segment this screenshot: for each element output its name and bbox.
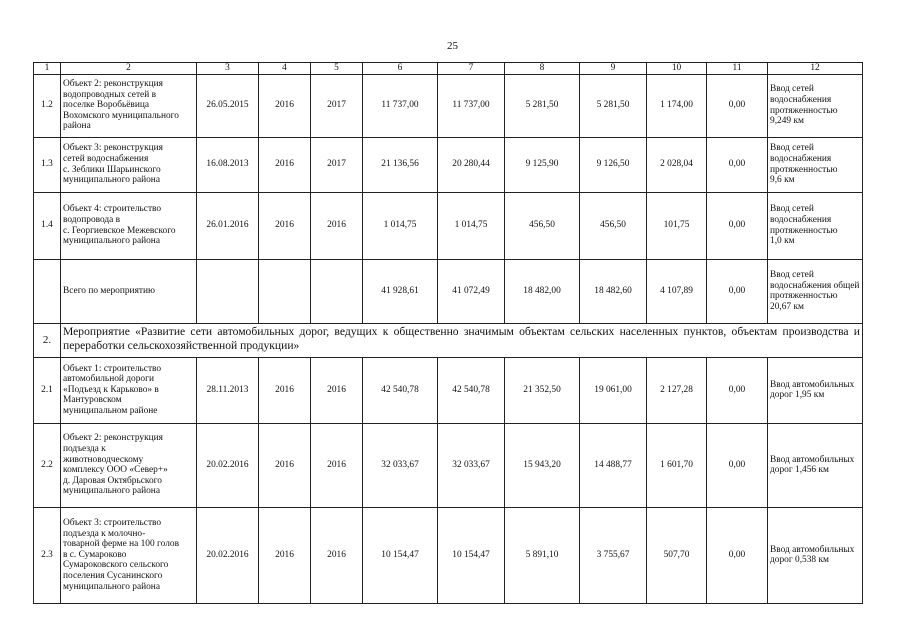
- row-number: 1.4: [34, 192, 61, 259]
- row-number: 1.2: [34, 74, 61, 137]
- value-cell: 1 014,75: [363, 192, 438, 259]
- column-number: 11: [707, 63, 768, 75]
- end-year: 2017: [311, 137, 363, 192]
- object-description: Объект 1: строительство автомобильной дороги «Подъезд к Карьково» в Мантуровском муниципальном районе: [61, 357, 197, 423]
- value-cell: 18 482,60: [580, 259, 647, 323]
- value-cell: 1 601,70: [647, 423, 707, 507]
- value-cell: 10 154,47: [363, 507, 438, 603]
- value-cell: 42 540,78: [438, 357, 505, 423]
- value-cell: 0,00: [707, 259, 768, 323]
- section-row: [34, 323, 863, 357]
- row-number: 2.2: [34, 423, 61, 507]
- date-cell: 20.02.2016: [197, 423, 259, 507]
- value-cell: 21 136,56: [363, 137, 438, 192]
- value-cell: 0,00: [707, 423, 768, 507]
- value-cell: 10 154,47: [438, 507, 505, 603]
- value-cell: 41 072,49: [438, 259, 505, 323]
- end-year: 2017: [311, 74, 363, 137]
- date-cell: 20.02.2016: [197, 507, 259, 603]
- start-year: 2016: [259, 137, 311, 192]
- table-row: [34, 357, 863, 423]
- empty-cell: [311, 259, 363, 323]
- value-cell: 456,50: [505, 192, 580, 259]
- value-cell: 18 482,00: [505, 259, 580, 323]
- value-cell: 1 014,75: [438, 192, 505, 259]
- row-number: 1.3: [34, 137, 61, 192]
- value-cell: 2 127,28: [647, 357, 707, 423]
- result-description: Ввод сетей водоснабжения протяженностью 1,0 км: [768, 192, 863, 259]
- value-cell: 0,00: [707, 357, 768, 423]
- start-year: 2016: [259, 357, 311, 423]
- start-year: 2016: [259, 74, 311, 137]
- column-number: 3: [197, 63, 259, 75]
- result-description: Ввод сетей водоснабжения общей протяженностью 20,67 км: [768, 259, 863, 323]
- value-cell: 2 028,04: [647, 137, 707, 192]
- value-cell: 5 891,10: [505, 507, 580, 603]
- table-row: [34, 192, 863, 259]
- value-cell: 19 061,00: [580, 357, 647, 423]
- date-cell: 16.08.2013: [197, 137, 259, 192]
- value-cell: 4 107,89: [647, 259, 707, 323]
- result-description: Ввод автомобильных дорог 0,538 км: [768, 507, 863, 603]
- column-number: 1: [34, 63, 61, 75]
- empty-cell: [197, 259, 259, 323]
- table-row: [34, 507, 863, 603]
- value-cell: 9 126,50: [580, 137, 647, 192]
- page-number: 25: [447, 40, 458, 52]
- object-description: Объект 3: реконструкция сетей водоснабжения с. Зеблики Шарьинского муниципального района: [61, 137, 197, 192]
- table-row: [34, 74, 863, 137]
- value-cell: 42 540,78: [363, 357, 438, 423]
- value-cell: 0,00: [707, 137, 768, 192]
- object-description: Объект 2: реконструкция подъезда к животноводческому комплексу ООО «Север+» д. Даровая Октябрьского муниципального района: [61, 423, 197, 507]
- value-cell: 0,00: [707, 507, 768, 603]
- value-cell: 1 174,00: [647, 74, 707, 137]
- value-cell: 5 281,50: [505, 74, 580, 137]
- column-number-header: [34, 63, 863, 75]
- row-number: 2.3: [34, 507, 61, 603]
- column-number: 9: [580, 63, 647, 75]
- result-description: Ввод сетей водоснабжения протяженностью 9,6 км: [768, 137, 863, 192]
- value-cell: 41 928,61: [363, 259, 438, 323]
- value-cell: 11 737,00: [363, 74, 438, 137]
- column-number: 5: [311, 63, 363, 75]
- column-number: 4: [259, 63, 311, 75]
- section-title: Мероприятие «Развитие сети автомобильных дорог, ведущих к общественно значимым объектам сельских населенных пунктов, объектам производства и переработки сельскохозяйственной продукции»: [61, 323, 863, 357]
- column-number: 10: [647, 63, 707, 75]
- table-row: [34, 423, 863, 507]
- section-number: 2.: [34, 323, 61, 357]
- value-cell: 11 737,00: [438, 74, 505, 137]
- object-description: Объект 2: реконструкция водопроводных сетей в поселке Воробьёвица Вохомского муниципального района: [61, 74, 197, 137]
- object-description: Объект 3: строительство подъезда к молочно- товарной ферме на 100 голов в с. Сумароково Сумароковского сельского поселения Сусанинского муниципального района: [61, 507, 197, 603]
- start-year: 2016: [259, 507, 311, 603]
- result-description: Ввод автомобильных дорог 1,456 км: [768, 423, 863, 507]
- total-label: Всего по мероприятию: [61, 259, 197, 323]
- value-cell: 20 280,44: [438, 137, 505, 192]
- result-description: Ввод сетей водоснабжения протяженностью 9,249 км: [768, 74, 863, 137]
- start-year: 2016: [259, 192, 311, 259]
- investment-table: [33, 62, 863, 604]
- row-number: [34, 259, 61, 323]
- value-cell: 0,00: [707, 192, 768, 259]
- end-year: 2016: [311, 357, 363, 423]
- column-number: 7: [438, 63, 505, 75]
- row-number: 2.1: [34, 357, 61, 423]
- value-cell: 15 943,20: [505, 423, 580, 507]
- value-cell: 14 488,77: [580, 423, 647, 507]
- end-year: 2016: [311, 423, 363, 507]
- column-number: 2: [61, 63, 197, 75]
- end-year: 2016: [311, 507, 363, 603]
- date-cell: 26.05.2015: [197, 74, 259, 137]
- end-year: 2016: [311, 192, 363, 259]
- start-year: 2016: [259, 423, 311, 507]
- date-cell: 28.11.2013: [197, 357, 259, 423]
- value-cell: 101,75: [647, 192, 707, 259]
- date-cell: 26.01.2016: [197, 192, 259, 259]
- value-cell: 32 033,67: [438, 423, 505, 507]
- value-cell: 507,70: [647, 507, 707, 603]
- value-cell: 3 755,67: [580, 507, 647, 603]
- empty-cell: [259, 259, 311, 323]
- value-cell: 456,50: [580, 192, 647, 259]
- column-number: 8: [505, 63, 580, 75]
- object-description: Объект 4: строительство водопровода в с. Георгиевское Межевского муниципального района: [61, 192, 197, 259]
- total-row: [34, 259, 863, 323]
- value-cell: 9 125,90: [505, 137, 580, 192]
- result-description: Ввод автомобильных дорог 1,95 км: [768, 357, 863, 423]
- column-number: 12: [768, 63, 863, 75]
- value-cell: 5 281,50: [580, 74, 647, 137]
- value-cell: 32 033,67: [363, 423, 438, 507]
- table-row: [34, 137, 863, 192]
- value-cell: 0,00: [707, 74, 768, 137]
- value-cell: 21 352,50: [505, 357, 580, 423]
- column-number: 6: [363, 63, 438, 75]
